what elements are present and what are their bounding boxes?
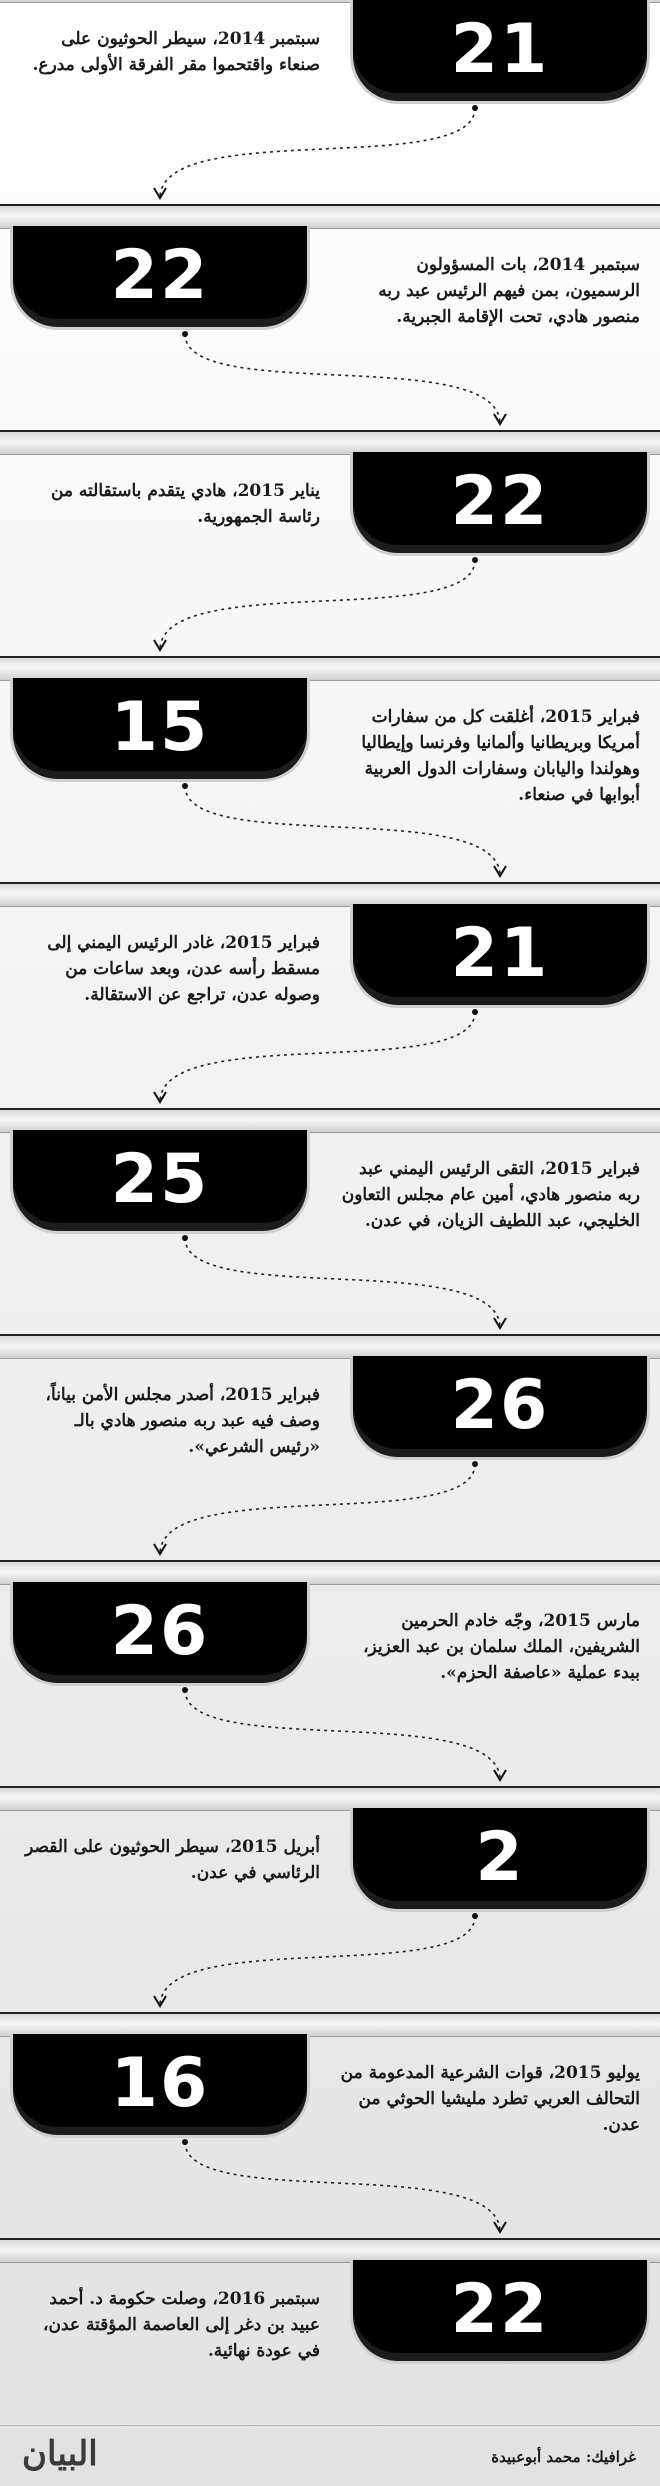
event-description: سبتمبر 2014، سيطر الحوثيون على صنعاء واقتحموا مقر الفرقة الأولى مدرع.: [32, 29, 320, 75]
date-bowl: [350, 1356, 650, 1460]
date-number: 15: [110, 688, 210, 767]
event-description: مارس 2015، وجّه خادم الحرمين الشريفين، الملك سلمان بن عبد العزيز، ببدء عملية «عاصفة الحزم».: [363, 1611, 640, 1683]
graphic-credit: غرافيك: محمد أبوعبيدة: [491, 2448, 636, 2466]
date-bowl: [350, 452, 650, 556]
event-description: فبراير 2015، أغلقت كل من سفارات أمريكا وبريطانيا وألمانيا وفرنسا وإيطاليا وهولندا واليابان وسفارات الدول العربية أبوابها في صنعاء.: [361, 707, 640, 805]
date-number: 2: [475, 1818, 525, 1897]
date-bowl: [350, 1808, 650, 1912]
date-bowl: [10, 2034, 310, 2138]
event-description: سبتمبر 2014، بات المسؤولون الرسميون، بمن فيهم الرئيس عبد ربه منصور هادي، تحت الإقامة الجبرية.: [378, 255, 640, 327]
date-number: 22: [110, 236, 210, 315]
date-bowl: [10, 1582, 310, 1686]
date-number: 21: [450, 10, 550, 89]
date-bowl: [10, 226, 310, 330]
date-number: 25: [110, 1140, 210, 1219]
event-description: فبراير 2015، أصدر مجلس الأمن بياناً، وصف فيه عبد ربه منصور هادي بالـ «رئيس الشرعي».: [45, 1385, 320, 1457]
date-bowl: [350, 904, 650, 1008]
event-description: فبراير 2015، التقى الرئيس اليمني عبد ربه منصور هادي، أمين عام مجلس التعاون الخليجي، عبد اللطيف الزيان، في عدن.: [341, 1159, 640, 1231]
event-description: فبراير 2015، غادر الرئيس اليمني إلى مسقط رأسه عدن، وبعد ساعات من وصوله عدن، تراجع عن الاستقالة.: [47, 933, 320, 1005]
date-number: 21: [450, 914, 550, 993]
date-number: 22: [450, 462, 550, 541]
event-description: يوليو 2015، قوات الشرعية المدعومة من التحالف العربي تطرد مليشيا الحوثي من عدن.: [340, 2063, 640, 2135]
publisher-logo: البيان: [22, 2434, 98, 2474]
date-bowl: [350, 0, 650, 104]
date-bowl: [350, 2260, 650, 2364]
date-number: 26: [450, 1366, 550, 1445]
date-number: 26: [110, 1592, 210, 1671]
event-description: أبريل 2015، سيطر الحوثيون على القصر الرئاسي في عدن.: [25, 1837, 320, 1883]
event-description: يناير 2015، هادي يتقدم باستقالته من رئاسة الجمهورية.: [50, 481, 320, 527]
date-number: 22: [450, 2270, 550, 2349]
date-bowl: [10, 1130, 310, 1234]
footer-divider: [0, 2425, 660, 2426]
date-number: 16: [110, 2044, 210, 2123]
event-description: سبتمبر 2016، وصلت حكومة د. أحمد عبيد بن دغر إلى العاصمة المؤقتة عدن، في عودة نهائية.: [42, 2289, 320, 2361]
date-bowl: [10, 678, 310, 782]
